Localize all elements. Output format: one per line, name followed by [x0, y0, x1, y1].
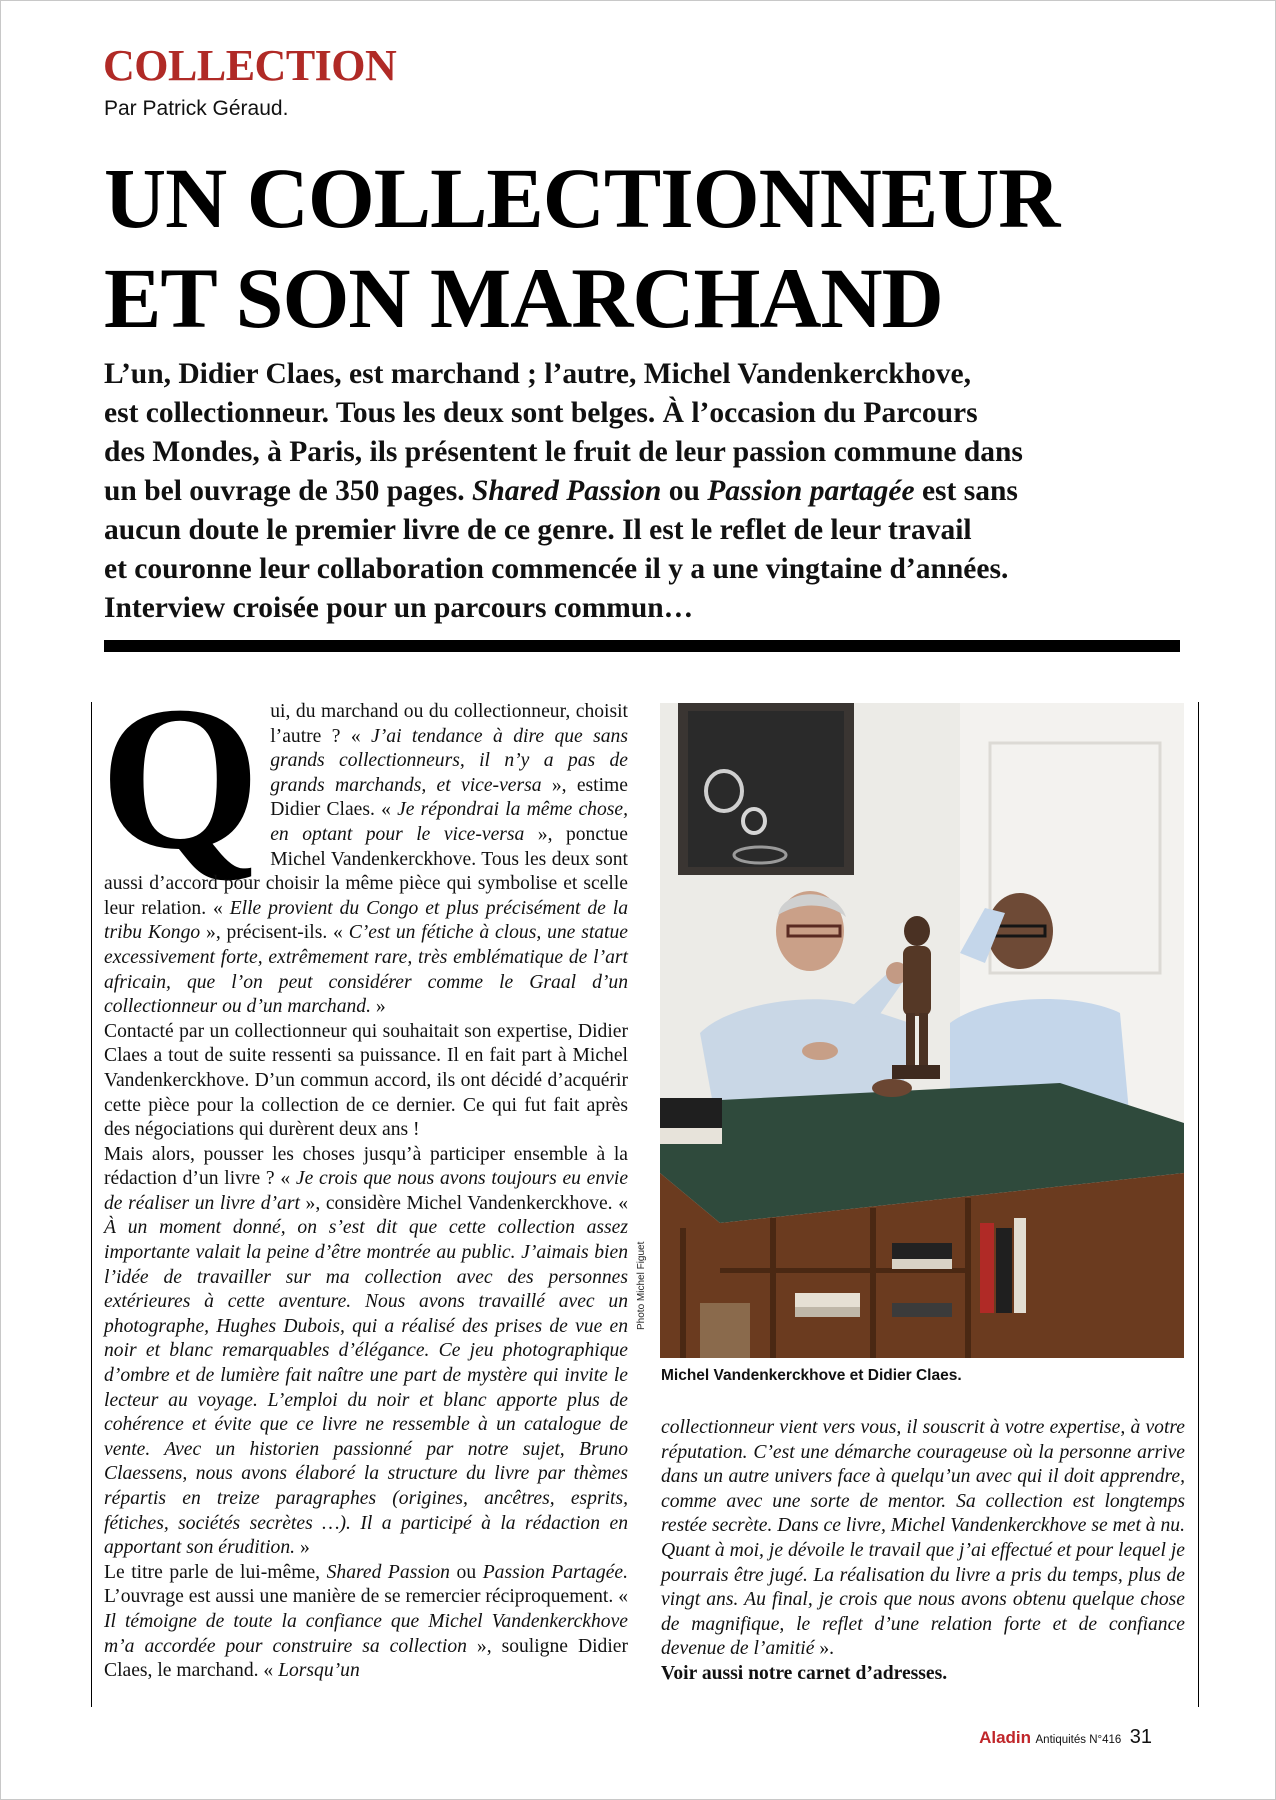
text: Mais alors, pousser les choses jusqu’à participer ensemble à la rédaction d’un livre ? « — [104, 1143, 628, 1190]
book-title: Passion Partagée. — [482, 1561, 629, 1583]
quote: Je crois que nous avons toujours eu envie de réaliser un livre d’art — [104, 1168, 629, 1214]
quote: C’est un fétiche à clous, une statue excessivement forte, extrêmement rare, très emblématique de l’art africain, que l’on peut considérer comme le Graal d’un collectionneur ou d’un marchand. — [104, 922, 628, 1018]
text: » — [295, 1537, 310, 1559]
quote: Il témoigne de toute la confiance que Michel Vandenkerckhove m’a accordée pour construire sa collection — [104, 1610, 628, 1657]
text: ou — [449, 1561, 483, 1583]
text: L’ouvrage est aussi une manière de se remercier réciproquement. « — [104, 1586, 628, 1608]
quote: collectionneur vient vers vous, il souscrit à votre expertise, à votre réputation. C’est une démarche courageuse où la personne arrive dans un autre univers face à quelqu’un avec qui il doit apprendre, comme avec une sorte de mentor. Sa collection est longtemps restée secrète. Dans ce livre, Michel Vandenkerckhove se met à nu. Quant à moi, je dévoile le travail que j’ai effectué et pour lequel je pourrais être jugé. La réalisation du livre a pris du temps, plus de vingt ans. Au final, je crois que nous avons obtenu quelque chose de magnifique, le reflet d’une relation forte et de confiance devenue de l’amitié — [661, 1417, 1185, 1660]
photo-caption: Michel Vandenkerckhove et Didier Claes. — [661, 1367, 962, 1384]
page-footer — [979, 1726, 1152, 1749]
page-number: 31 — [1129, 1726, 1152, 1748]
quote: J’ai tendance à dire que sans grands collectionneurs, il n’y a pas de grands marchands, et vice-versa — [270, 725, 628, 796]
paragraph-2: Contacté par un collectionneur qui souhaitait son expertise, Didier Claes a tout de suite ressenti sa puissance. Il en fait part à Michel Vandenkerckhove. D’un commun accord, ils ont décidé d’acquérir cette pièce pour la collection de ce dernier. Ce qui fut fait après des négociations qui durèrent deux ans ! — [104, 1020, 628, 1141]
article-column-right — [661, 1416, 1185, 1687]
column-rule-left — [91, 702, 92, 1707]
paragraph-3 — [104, 1143, 628, 1561]
quote: Elle provient du Congo et plus précisément de la tribu Kongo — [104, 897, 628, 944]
lede-line: L’un, Didier Claes, est marchand ; l’autre, Michel Vandenkerckhove, — [104, 358, 972, 390]
article-column-left — [100, 663, 629, 1684]
text: » — [371, 996, 386, 1018]
lede-line: des Mondes, à Paris, ils présentent le fruit de leur passion commune dans — [104, 436, 1023, 468]
lede — [104, 355, 1184, 628]
text: Le titre parle de lui-même, — [104, 1561, 327, 1583]
photo-illustration — [660, 703, 1184, 1358]
book-title-fr: Passion partagée — [707, 475, 915, 507]
column-rule-right — [1198, 702, 1199, 1707]
text: », souligne Didier Claes, le marchand. « — [104, 1635, 629, 1682]
text: ui, du marchand ou du collectionneur, choisit l’autre ? « — [270, 701, 628, 747]
text: », considère Michel Vandenkerckhove. « — [299, 1192, 628, 1214]
paragraph-4 — [104, 1561, 628, 1684]
lede-text: est sans — [914, 475, 1018, 507]
text: », ponctue Michel Vandenkerckhove. Tous les deux sont aussi d’accord pour choisir la même pièce qui symbolise et scelle leur relation. « — [104, 823, 628, 919]
lede-text: ou — [661, 475, 708, 507]
lede-line: est collectionneur. Tous les deux sont belges. À l’occasion du Parcours — [104, 397, 978, 429]
see-also-note: Voir aussi notre carnet d’adresses. — [661, 1662, 948, 1684]
lede-line: et couronne leur collaboration commencée il y a une vingtaine d’années. — [104, 553, 1009, 585]
text: », précisent-ils. « — [200, 922, 349, 944]
lede-line: aucun doute le premier livre de ce genre. Il est le reflet de leur travail — [104, 514, 972, 546]
issue-number: Antiquités N°416 — [1035, 1734, 1122, 1746]
magazine-brand: Aladin — [979, 1728, 1032, 1747]
photo-credit: Photo Michel Figuet — [636, 1241, 647, 1330]
drop-cap: Q — [100, 663, 261, 892]
lede-line: Interview croisée pour un parcours commun… — [104, 592, 694, 624]
byline: Par Patrick Géraud. — [104, 97, 289, 120]
book-title: Shared Passion — [326, 1561, 450, 1583]
quote: Je répondrai la même chose, en optant pour le vice-versa — [270, 799, 628, 845]
headline-line-1: UN COLLECTIONNEUR — [104, 150, 1060, 246]
lede-line — [104, 472, 1184, 511]
headline-rule — [104, 640, 1180, 652]
paragraph-5 — [661, 1416, 1185, 1662]
text: ». — [814, 1638, 835, 1660]
section-label: COLLECTION — [103, 41, 397, 90]
headline — [104, 148, 1059, 348]
lede-text: un bel ouvrage de 350 pages. — [104, 475, 472, 507]
headline-line-2: ET SON MARCHAND — [104, 250, 943, 346]
quote: À un moment donné, on s’est dit que cette collection assez importante valait la peine d’être montrée au public. J’aimais bien l’idée de travailler sur ma collection avec des personnes extérieures à cette aventure. Nous avons travaillé avec un photographe, Hughes Dubois, qui a réalisé des prises de vue en noir et blanc remarquables d’élégance. Ce jeu photographique d’ombre et de lumière fait naître une part de mystère qui invite le lecteur au voyage. L’emploi du noir et blanc apporte plus de cohérence et évite que ce livre ne ressemble à un catalogue de vente. Avec un historien passionné par notre sujet, Bruno Claessens, nous avons élaboré la structure du livre par thèmes répartis en treize paragraphes (origines, ancêtres, esprits, fétiches, sociétés secrètes …). Il a participé à la rédaction en apportant son érudition. — [104, 1217, 628, 1559]
quote: Lorsqu’un — [278, 1660, 360, 1682]
book-title-en: Shared Passion — [471, 475, 662, 507]
text: », estime Didier Claes. « — [270, 774, 628, 821]
article-photo — [660, 703, 1184, 1358]
